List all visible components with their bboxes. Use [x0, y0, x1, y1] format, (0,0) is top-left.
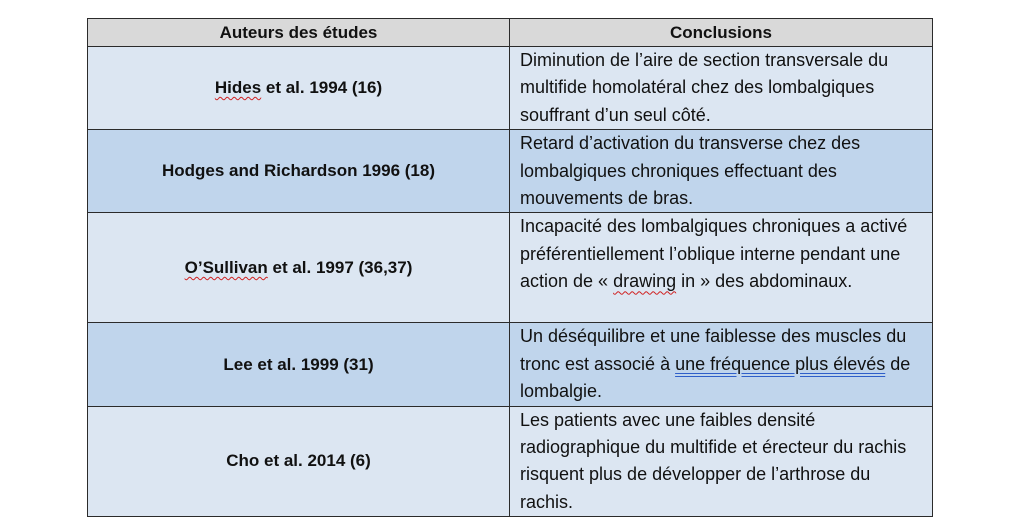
cell-text: Retard d’activation du transverse chez des lombalgiques chroniques effectuant des mouvements de bras. [520, 133, 861, 209]
studies-table [87, 18, 933, 517]
cell-text: Un déséquilibre et une faiblesse des muscles du tronc est associé à [520, 326, 907, 374]
author-cell [88, 406, 510, 517]
conclusion-cell [510, 406, 933, 517]
cell-text: Les patients avec une faibles densité radiographique du multifide et érecteur du rachis risquent plus de développer de l’arthrose du rachis. [520, 409, 907, 512]
header-conclusions: Conclusions [510, 19, 933, 47]
table-row [88, 323, 933, 406]
conclusion-cell [510, 213, 933, 323]
table-row [88, 213, 933, 323]
spelling-error-mark: Hides [214, 78, 262, 98]
cell-text: in » des abdominaux. [676, 271, 853, 292]
table-row [88, 406, 933, 517]
cell-text: de lombalgie. [520, 353, 911, 402]
header-row [88, 19, 933, 47]
spelling-error-mark: O’Sullivan [184, 257, 268, 277]
cell-text: Cho et al. 2014 (6) [226, 451, 371, 471]
spelling-error-mark: drawing [613, 271, 677, 292]
author-cell [88, 130, 510, 213]
cell-text: Lee et al. 1999 (31) [223, 354, 374, 374]
cell-text: Diminution de l’aire de section transversale du multifide homolatéral chez des lombalgiques souffrant d’un seul côté. [520, 50, 889, 125]
cell-text: et al. 1994 (16) [261, 78, 383, 98]
cell-text: Incapacité des lombalgiques chroniques a activé préférentiellement l’oblique interne pendant une action de « [520, 216, 908, 292]
author-cell [88, 323, 510, 406]
author-cell [88, 213, 510, 323]
conclusion-cell [510, 130, 933, 213]
cell-text: et al. 1997 (36,37) [267, 257, 413, 277]
cell-text: Hodges and Richardson 1996 (18) [161, 161, 436, 181]
table-row [88, 130, 933, 213]
grammar-error-mark: une fréquence plus élevés [675, 353, 886, 374]
author-cell [88, 47, 510, 130]
table-row [88, 47, 933, 130]
conclusion-cell [510, 323, 933, 406]
header-authors: Auteurs des études [88, 19, 510, 47]
conclusion-cell [510, 47, 933, 130]
